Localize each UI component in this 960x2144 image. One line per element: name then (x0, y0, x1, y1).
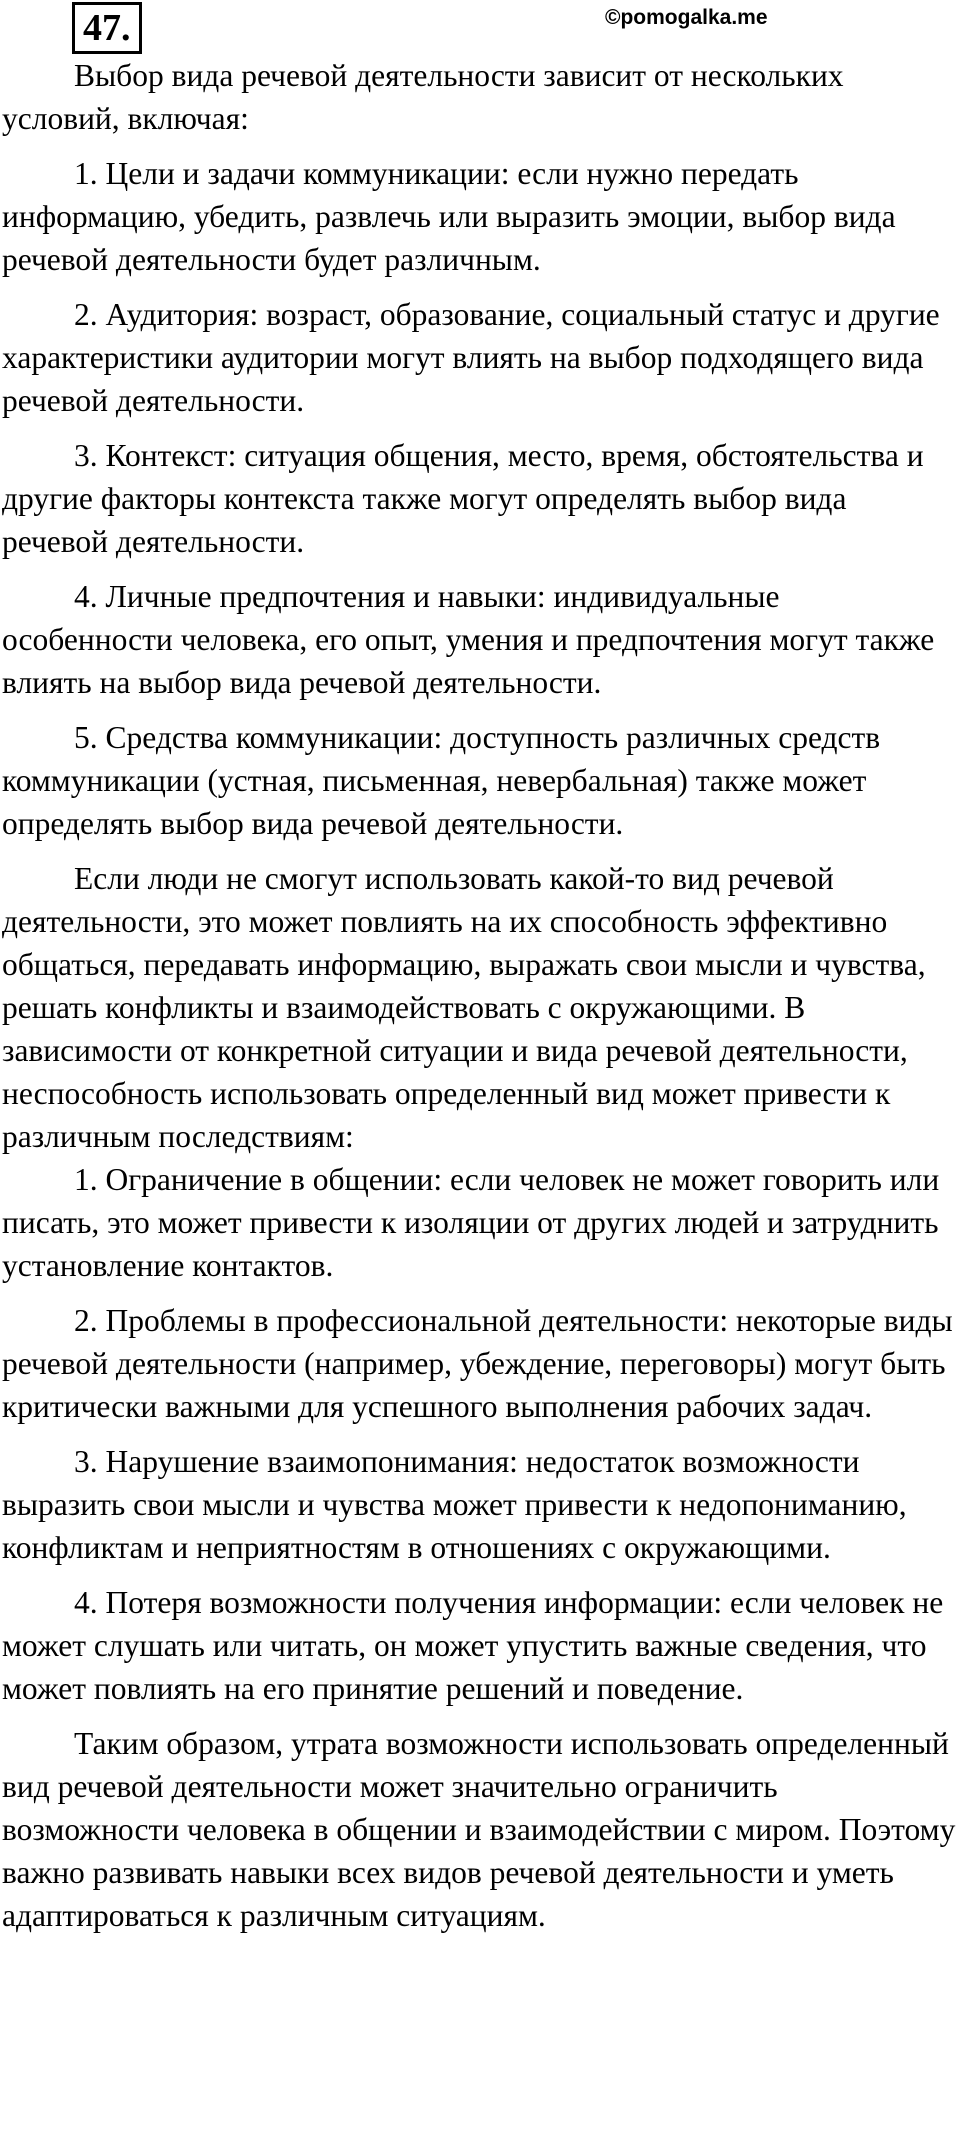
paragraph-conclusion: Таким образом, утрата возможности использовать определенный вид речевой деятельности может значительно ограничить возможности человека в общении и взаимодействии с миром. Поэтому важно развивать навыки всех видов речевой деятельности и уметь адаптироваться к различным ситуациям. (2, 1726, 956, 1933)
paragraph-condition-2: 2. Аудитория: возраст, образование, социальный статус и другие характеристики аудитории могут влиять на выбор подходящего вида речевой деятельности. (2, 297, 940, 418)
paragraph-consequence-2: 2. Проблемы в профессиональной деятельности: некоторые виды речевой деятельности (например, убеждение, переговоры) могут быть критически важными для успешного выполнения рабочих задач. (2, 1303, 953, 1424)
paragraph-consequence-1: 1. Ограничение в общении: если человек не может говорить или писать, это может привести к изоляции от других людей и затруднить установление контактов. (2, 1162, 940, 1283)
paragraph-intro: Выбор вида речевой деятельности зависит от нескольких условий, включая: (2, 58, 844, 136)
paragraph-condition-4: 4. Личные предпочтения и навыки: индивидуальные особенности человека, его опыт, умения и предпочтения могут также влиять на выбор вида речевой деятельности. (2, 579, 935, 700)
paragraph-condition-5: 5. Средства коммуникации: доступность различных средств коммуникации (устная, письменная, невербальная) также может определять выбор вида речевой деятельности. (2, 720, 881, 841)
document-body (2, 54, 958, 1937)
paragraph-condition-3: 3. Контекст: ситуация общения, место, время, обстоятельства и другие факторы контекста также могут определять выбор вида речевой деятельности. (2, 438, 924, 559)
task-number-box: 47. (72, 2, 142, 54)
paragraph-consequences-intro: Если люди не смогут использовать какой-то вид речевой деятельности, это может повлиять на их способность эффективно общаться, передавать информацию, выражать свои мысли и чувства, решать конфликты и взаимодействовать с окружающими. В зависимости от конкретной ситуации и вида речевой деятельности, неспособность использовать определенный вид может привести к различным последствиям: (2, 861, 926, 1154)
paragraph-consequence-4: 4. Потеря возможности получения информации: если человек не может слушать или читать, он может упустить важные сведения, что может повлиять на его принятие решений и поведение. (2, 1585, 944, 1706)
paragraph-consequence-3: 3. Нарушение взаимопонимания: недостаток возможности выразить свои мысли и чувства может привести к недопониманию, конфликтам и неприятностям в отношениях с окружающими. (2, 1444, 907, 1565)
watermark: ©pomogalka.me (605, 6, 768, 29)
paragraph-condition-1: 1. Цели и задачи коммуникации: если нужно передать информацию, убедить, развлечь или выразить эмоции, выбор вида речевой деятельности будет различным. (2, 156, 896, 277)
